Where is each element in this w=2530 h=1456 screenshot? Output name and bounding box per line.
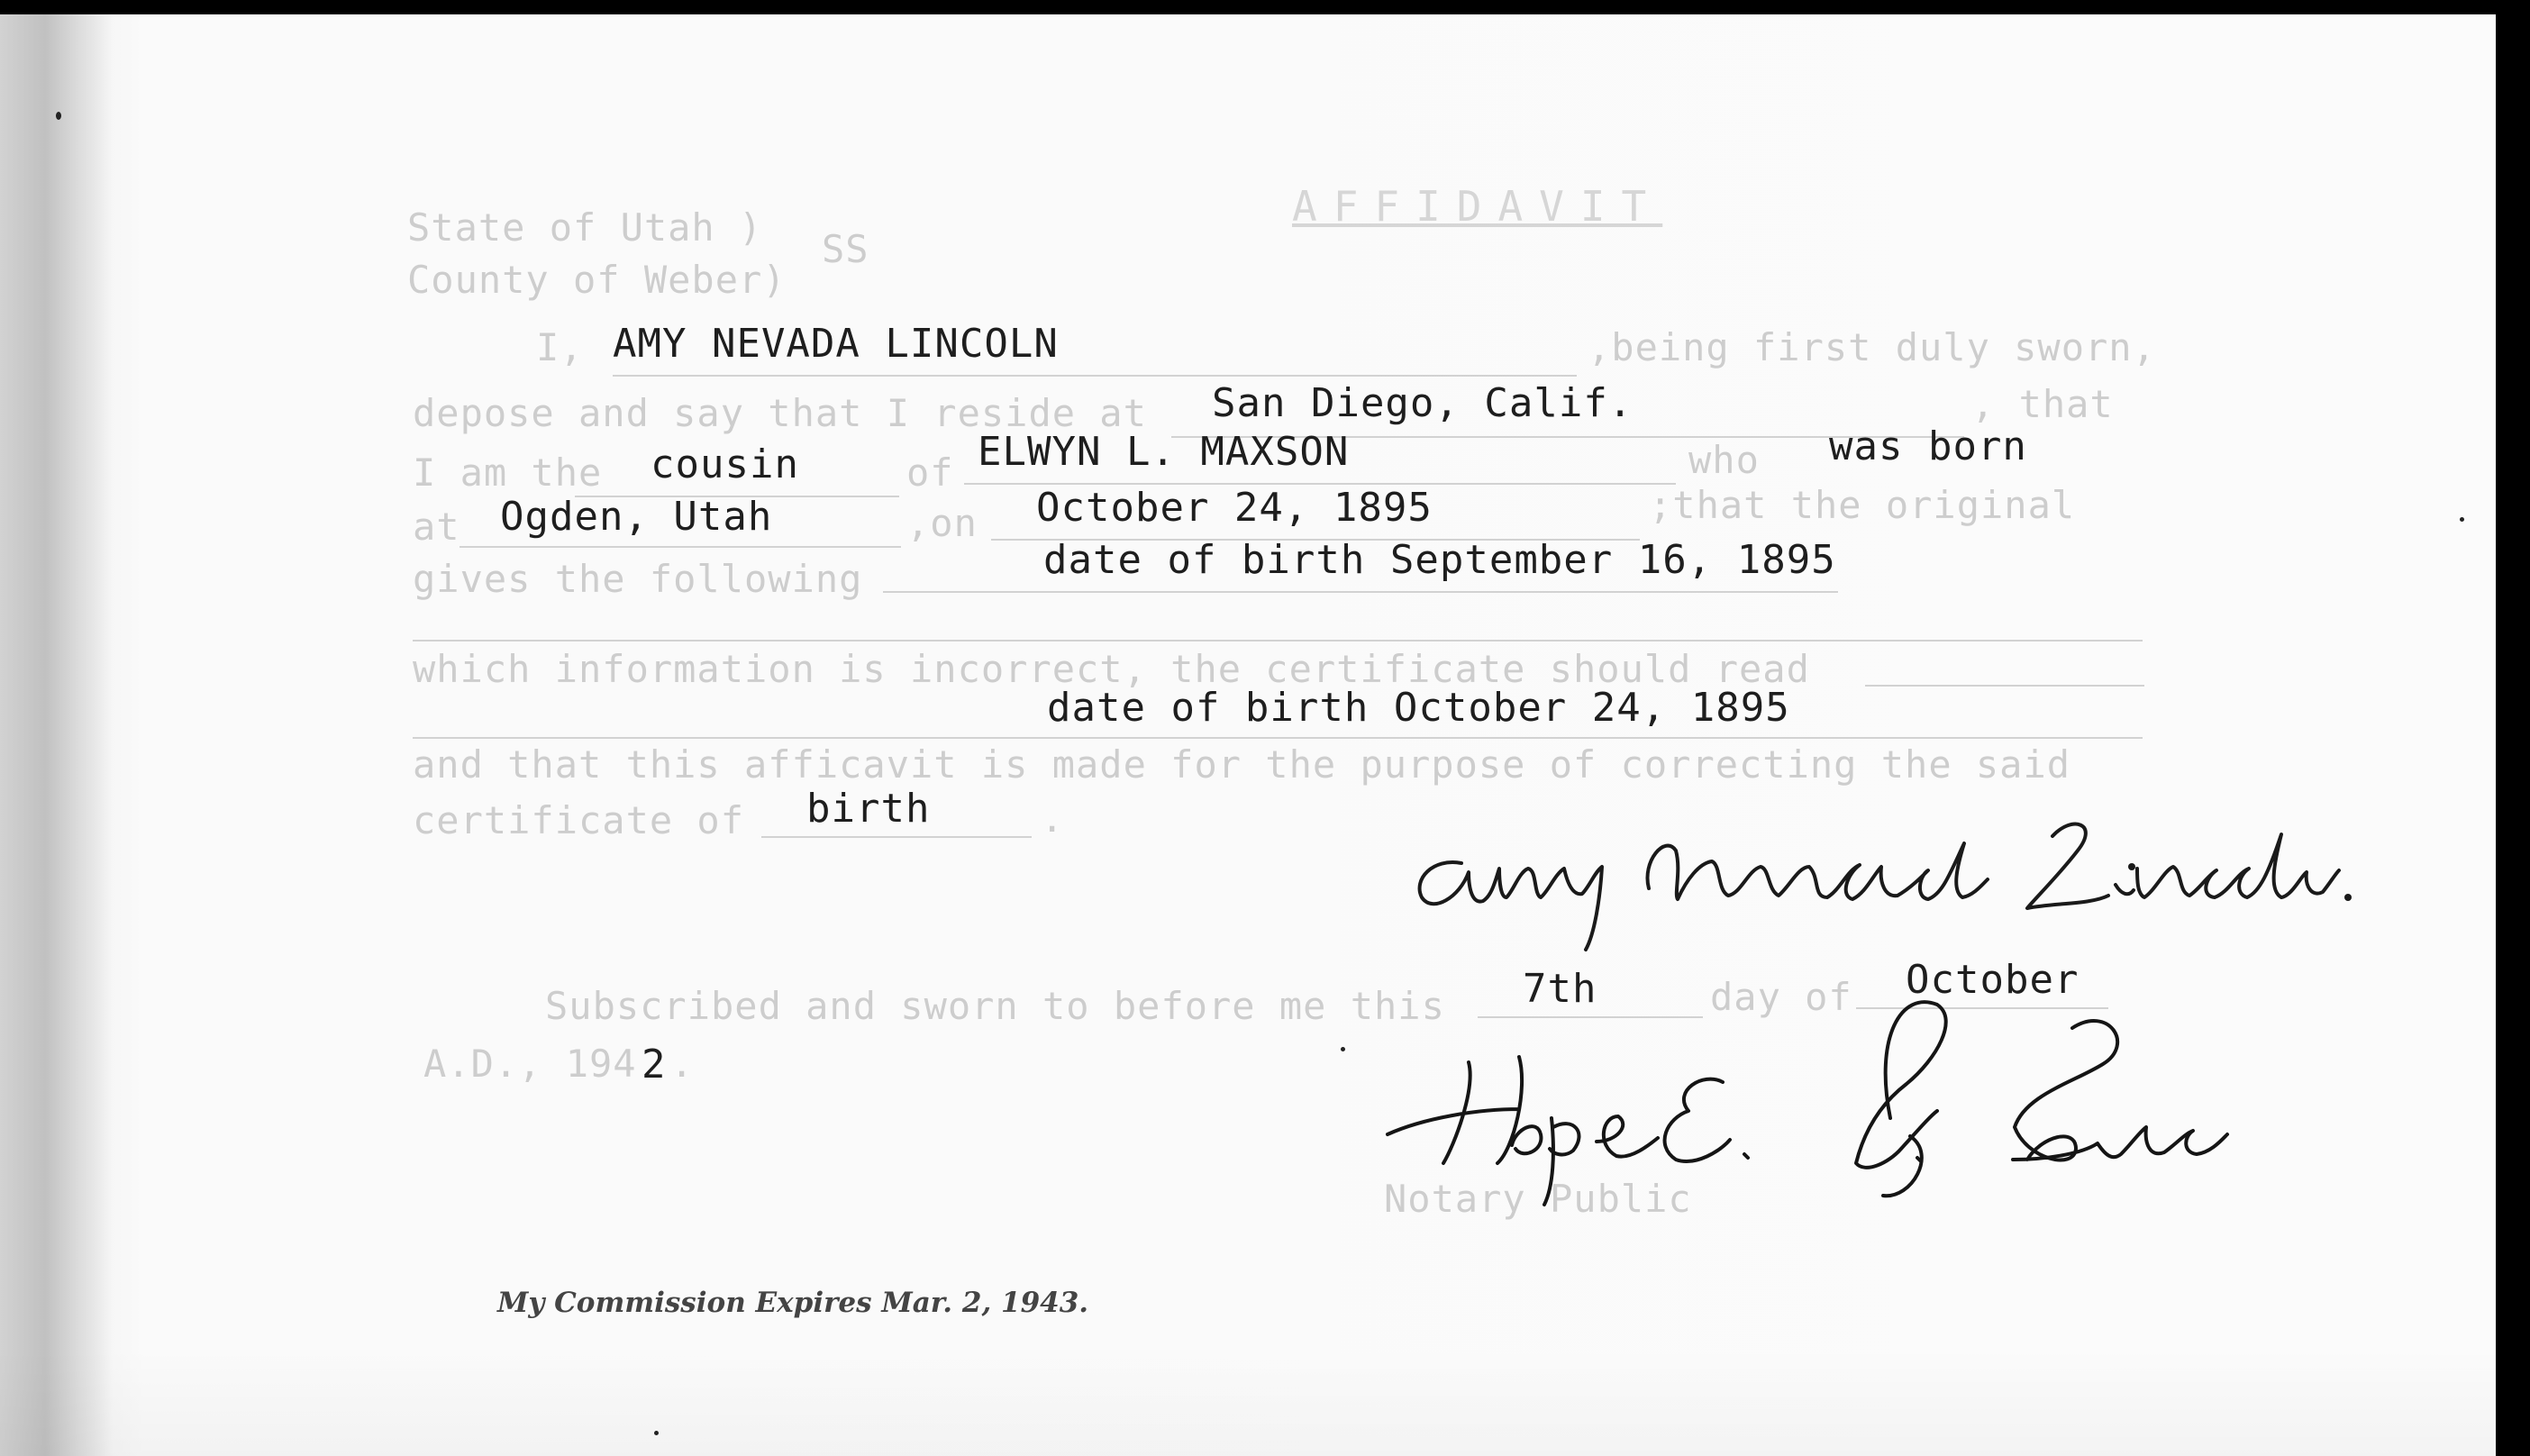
line3-prefix: I am the (413, 450, 603, 495)
blank-line-rule (413, 640, 2143, 642)
notary-label: Notary Public (1384, 1177, 1692, 1221)
affiant-name-rule (613, 375, 1577, 377)
line2-suffix: , that (1971, 382, 2114, 426)
line9-text: and that this afficavit is made for the purpose of correcting the said (413, 742, 2071, 787)
line10-suffix: . (1041, 796, 1065, 841)
notary-signature (1361, 983, 2243, 1208)
affiant-name: AMY NEVADA LINCOLN (613, 321, 1059, 367)
venue-state: State of Utah ) (407, 205, 763, 250)
subscribed-mid: day of (1710, 975, 1852, 1019)
dust-speck (654, 1431, 659, 1435)
line3-mid: of (906, 450, 954, 495)
venue-county: County of Weber) (407, 258, 787, 302)
relationship: cousin (651, 441, 799, 487)
residence: San Diego, Calif. (1212, 380, 1634, 426)
line4-suffix: ;that the original (1649, 483, 2076, 527)
venue-ss: SS (822, 227, 869, 271)
paper-left-edge-shadow (0, 14, 113, 1456)
affiant-signature (1406, 807, 2352, 960)
line1-suffix: ,being first duly sworn, (1588, 325, 2156, 369)
commission-stamp: My Commission Expires Mar. 2, 1943. (497, 1287, 1089, 1319)
was-born: was born (1829, 423, 2027, 469)
year-digit: 2 (642, 1042, 667, 1087)
line2-prefix: depose and say that I reside at (413, 391, 1147, 435)
ad-prefix: A.D., 194 (423, 1042, 637, 1086)
original-reads: date of birth September 16, 1895 (1043, 537, 1836, 583)
line7-rule (1865, 685, 2144, 687)
subject-name: ELWYN L. MAXSON (978, 429, 1350, 475)
dust-speck (56, 112, 61, 120)
should-read-rule (413, 737, 2143, 739)
dust-speck (1341, 1047, 1345, 1051)
birth-date: October 24, 1895 (1036, 485, 1433, 531)
sworn-month: October (1906, 957, 2080, 1003)
subscribed-prefix: Subscribed and sworn to before me this (545, 984, 1445, 1028)
sworn-day: 7th (1523, 966, 1597, 1012)
line1-prefix: I, (536, 325, 584, 369)
paper-bottom-shade (0, 1348, 2496, 1456)
birthplace: Ogden, Utah (500, 494, 773, 540)
line5-prefix: gives the following (413, 557, 863, 601)
certificate-type: birth (806, 786, 931, 832)
original-reads-rule (883, 591, 1838, 593)
line7-text: which information is incorrect, the certificate should read (413, 647, 1810, 691)
should-read: date of birth October 24, 1895 (1047, 685, 1790, 731)
line4-mid: ,on (906, 501, 978, 545)
affidavit-paper (0, 14, 2496, 1456)
certificate-type-rule (761, 836, 1032, 838)
document-title: AFFIDAVIT (1292, 182, 1663, 231)
dust-speck (2460, 517, 2464, 522)
birthplace-rule (460, 546, 901, 548)
line10-prefix: certificate of (413, 798, 745, 842)
line3-suffix: who (1688, 438, 1760, 482)
ad-suffix: . (670, 1042, 695, 1086)
line4-prefix: at (413, 505, 460, 549)
